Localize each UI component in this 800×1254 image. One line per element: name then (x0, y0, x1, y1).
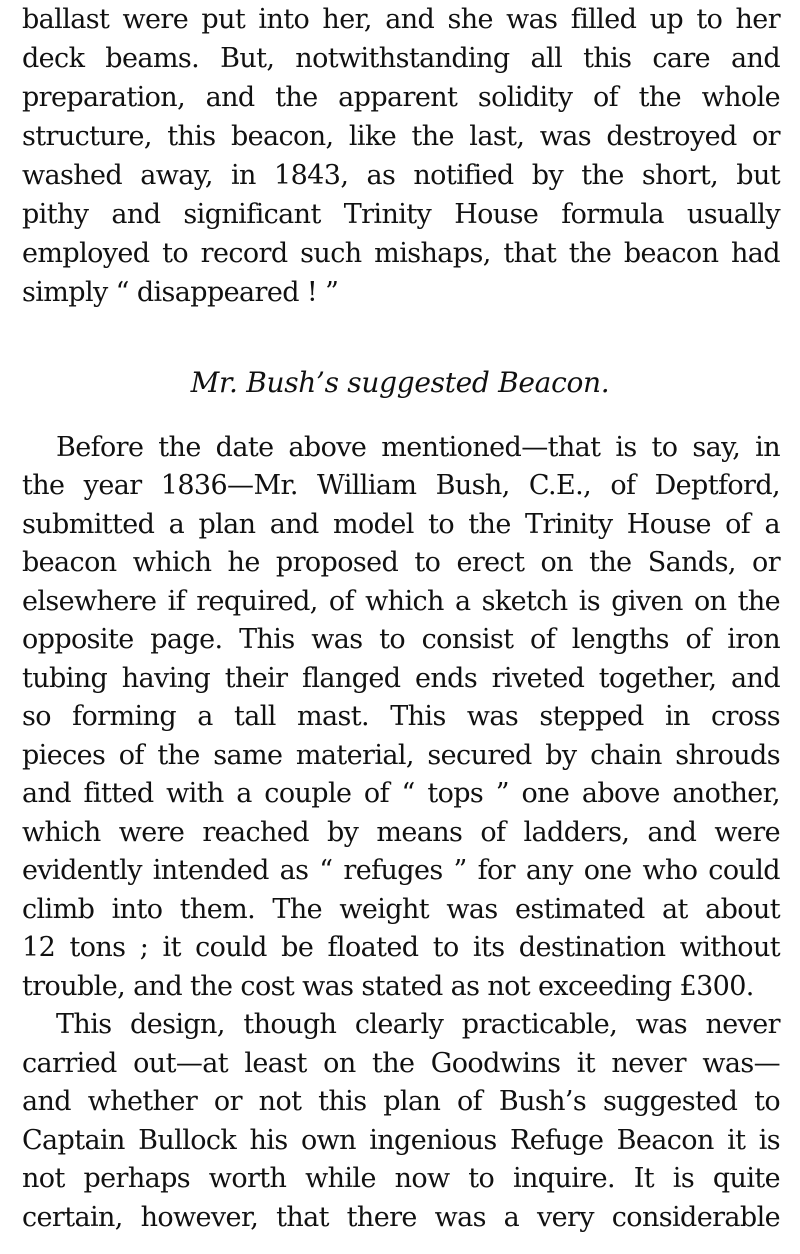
text-line: structure, this beacon, like the last, was destroyed or (22, 121, 780, 152)
text-line: washed away, in 1843, as notified by the short, but (22, 160, 780, 191)
text-line: opposite page. This was to consist of lengths of iron (22, 624, 780, 655)
text-line: so forming a tall mast. This was stepped in cross (22, 701, 780, 732)
text-line: trouble, and the cost was stated as not exceeding £300. (22, 971, 754, 1002)
text-line: climb into them. The weight was estimated at about (22, 894, 780, 925)
text-line: Captain Bullock his own ingenious Refuge Beacon it is (22, 1125, 780, 1156)
text-line: and fitted with a couple of “ tops ” one above another, (22, 778, 780, 809)
text-line: elsewhere if required, of which a sketch is given on the (22, 586, 780, 617)
text-line: employed to record such mishaps, that the beacon had (22, 238, 780, 269)
text-line: which were reached by means of ladders, and were (22, 817, 780, 848)
text-line: simply “ disappeared ! ” (22, 277, 339, 308)
text-line: pieces of the same material, secured by chain shrouds (22, 740, 780, 771)
text-line: evidently intended as “ refuges ” for any one who could (22, 855, 780, 886)
text-line: certain, however, that there was a very considerable (22, 1202, 780, 1233)
text-line: tubing having their flanged ends riveted together, and (22, 663, 780, 694)
text-line: pithy and significant Trinity House formula usually (22, 199, 780, 230)
section-heading: Mr. Bush’s suggested Beacon. (190, 366, 610, 399)
text-line: Before the date above mentioned—that is to say, in (56, 432, 780, 463)
text-line: deck beams. But, notwithstanding all this care and (22, 43, 780, 74)
text-line: beacon which he proposed to erect on the Sands, or (22, 547, 780, 578)
text-line: the year 1836—Mr. William Bush, C.E., of Deptford, (22, 470, 780, 501)
text-line: and whether or not this plan of Bush’s suggested to (22, 1086, 780, 1117)
text-line: carried out—at least on the Goodwins it never was— (22, 1048, 780, 1079)
text-line: 12 tons ; it could be floated to its destination without (22, 932, 780, 963)
text-line: submitted a plan and model to the Trinity House of a (22, 509, 780, 540)
text-line: preparation, and the apparent solidity of the whole (22, 82, 780, 113)
text-line: This design, though clearly practicable, was never (56, 1009, 780, 1040)
text-line: not perhaps worth while now to inquire. It is quite (22, 1163, 780, 1194)
text-line: ballast were put into her, and she was filled up to her (22, 4, 780, 35)
